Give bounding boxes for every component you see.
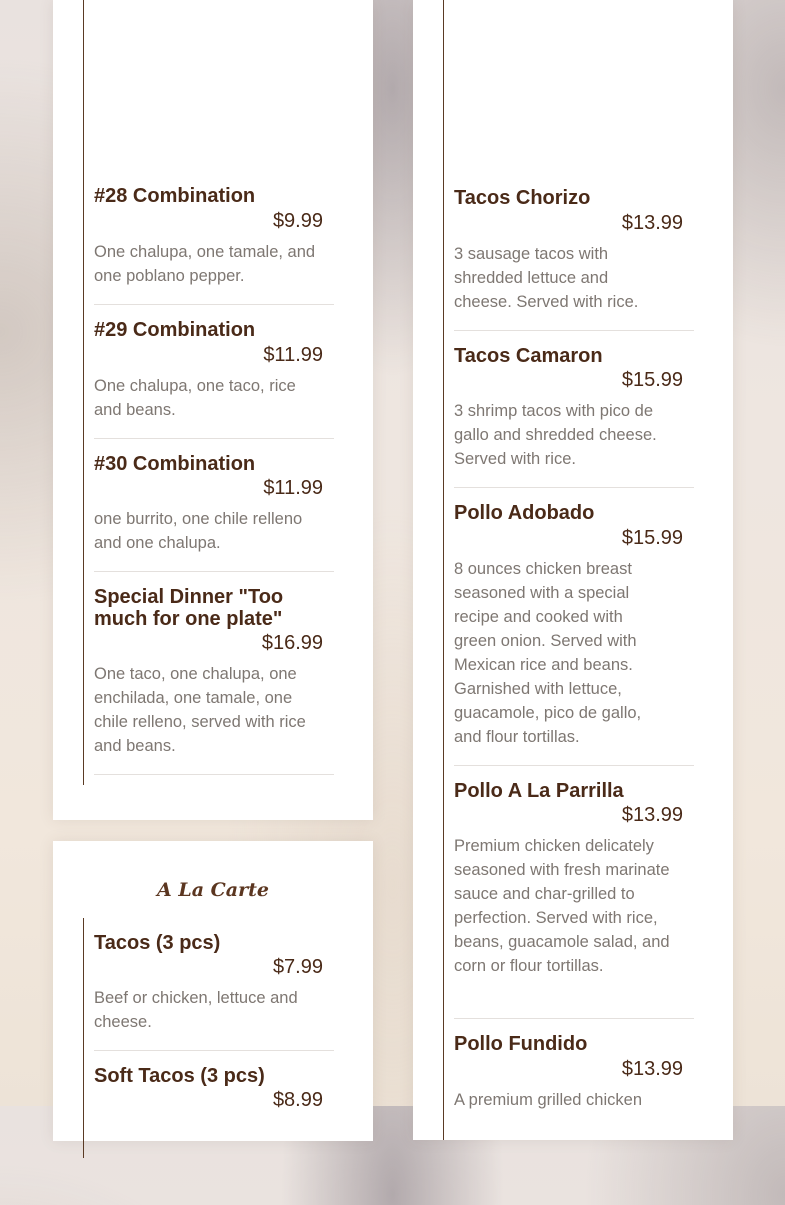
menu-item	[94, 185, 334, 305]
item-price: $9.99	[272, 210, 323, 232]
menu-item	[94, 319, 334, 439]
item-description: One chalupa, one taco, rice and beans.	[94, 377, 296, 419]
item-name: Soft Tacos (3 pcs)	[94, 1065, 265, 1087]
menu-item	[94, 453, 334, 572]
item-price: $15.99	[621, 527, 683, 549]
section-title: A La Carte	[157, 879, 269, 901]
item-name: Tacos Camaron	[454, 345, 603, 367]
combinations-card	[53, 0, 373, 820]
item-description: One taco, one chalupa, one enchilada, one tamale, one chile relleno, served with rice and beans.	[94, 665, 306, 755]
item-description: one burrito, one chile relleno and one chalupa.	[94, 510, 303, 552]
item-description: One chalupa, one tamale, and one poblano pepper.	[94, 243, 316, 285]
item-name: Tacos (3 pcs)	[94, 932, 221, 954]
menu-item	[454, 1033, 694, 1143]
item-price: $7.99	[272, 956, 323, 978]
menu-item	[454, 187, 694, 331]
item-name: Pollo Adobado	[454, 502, 595, 524]
item-name: Pollo Fundido	[454, 1033, 588, 1055]
item-description: 3 shrimp tacos with pico de gallo and shredded cheese. Served with rice.	[454, 402, 657, 468]
section-divider-line	[443, 0, 444, 1140]
item-price: $13.99	[621, 212, 683, 234]
item-price: $11.99	[263, 344, 323, 366]
item-price: $11.99	[263, 477, 323, 499]
item-name: Tacos Chorizo	[454, 187, 591, 209]
item-description: A premium grilled chicken	[454, 1091, 642, 1109]
menu-item	[454, 345, 694, 488]
item-price: $16.99	[261, 632, 323, 654]
menu-item	[94, 1065, 334, 1205]
item-price: $13.99	[621, 804, 683, 826]
menu-item	[94, 586, 334, 775]
item-name: #30 Combination	[94, 453, 256, 475]
item-description: 8 ounces chicken breast seasoned with a special recipe and cooked with green onion. Served with Mexican rice and beans. Garnished with lettuce, guacamole, pico de gallo, and flour tortillas.	[454, 560, 642, 746]
item-description: Premium chicken delicately seasoned with fresh marinate sauce and char-grilled to perfection. Served with rice, beans, guacamole salad, and corn or flour tortillas.	[454, 837, 670, 975]
menu-item	[94, 932, 334, 1051]
menu-item	[454, 502, 694, 766]
specialties-card	[413, 0, 733, 1140]
item-price: $15.99	[621, 369, 683, 391]
menu-item	[454, 780, 694, 1019]
item-price: $13.99	[621, 1058, 683, 1080]
item-name: Special Dinner "Too much for one plate"	[94, 586, 284, 630]
item-price: $8.99	[272, 1089, 323, 1111]
item-name: #28 Combination	[94, 185, 256, 207]
section-divider-line	[83, 0, 84, 785]
a-la-carte-card	[53, 841, 373, 1141]
item-name: #29 Combination	[94, 319, 256, 341]
item-description: 3 sausage tacos with shredded lettuce and cheese. Served with rice.	[454, 245, 639, 311]
item-name: Pollo A La Parrilla	[454, 780, 624, 802]
section-divider-line	[83, 918, 84, 1158]
item-description: Beef or chicken, lettuce and cheese.	[94, 989, 298, 1031]
